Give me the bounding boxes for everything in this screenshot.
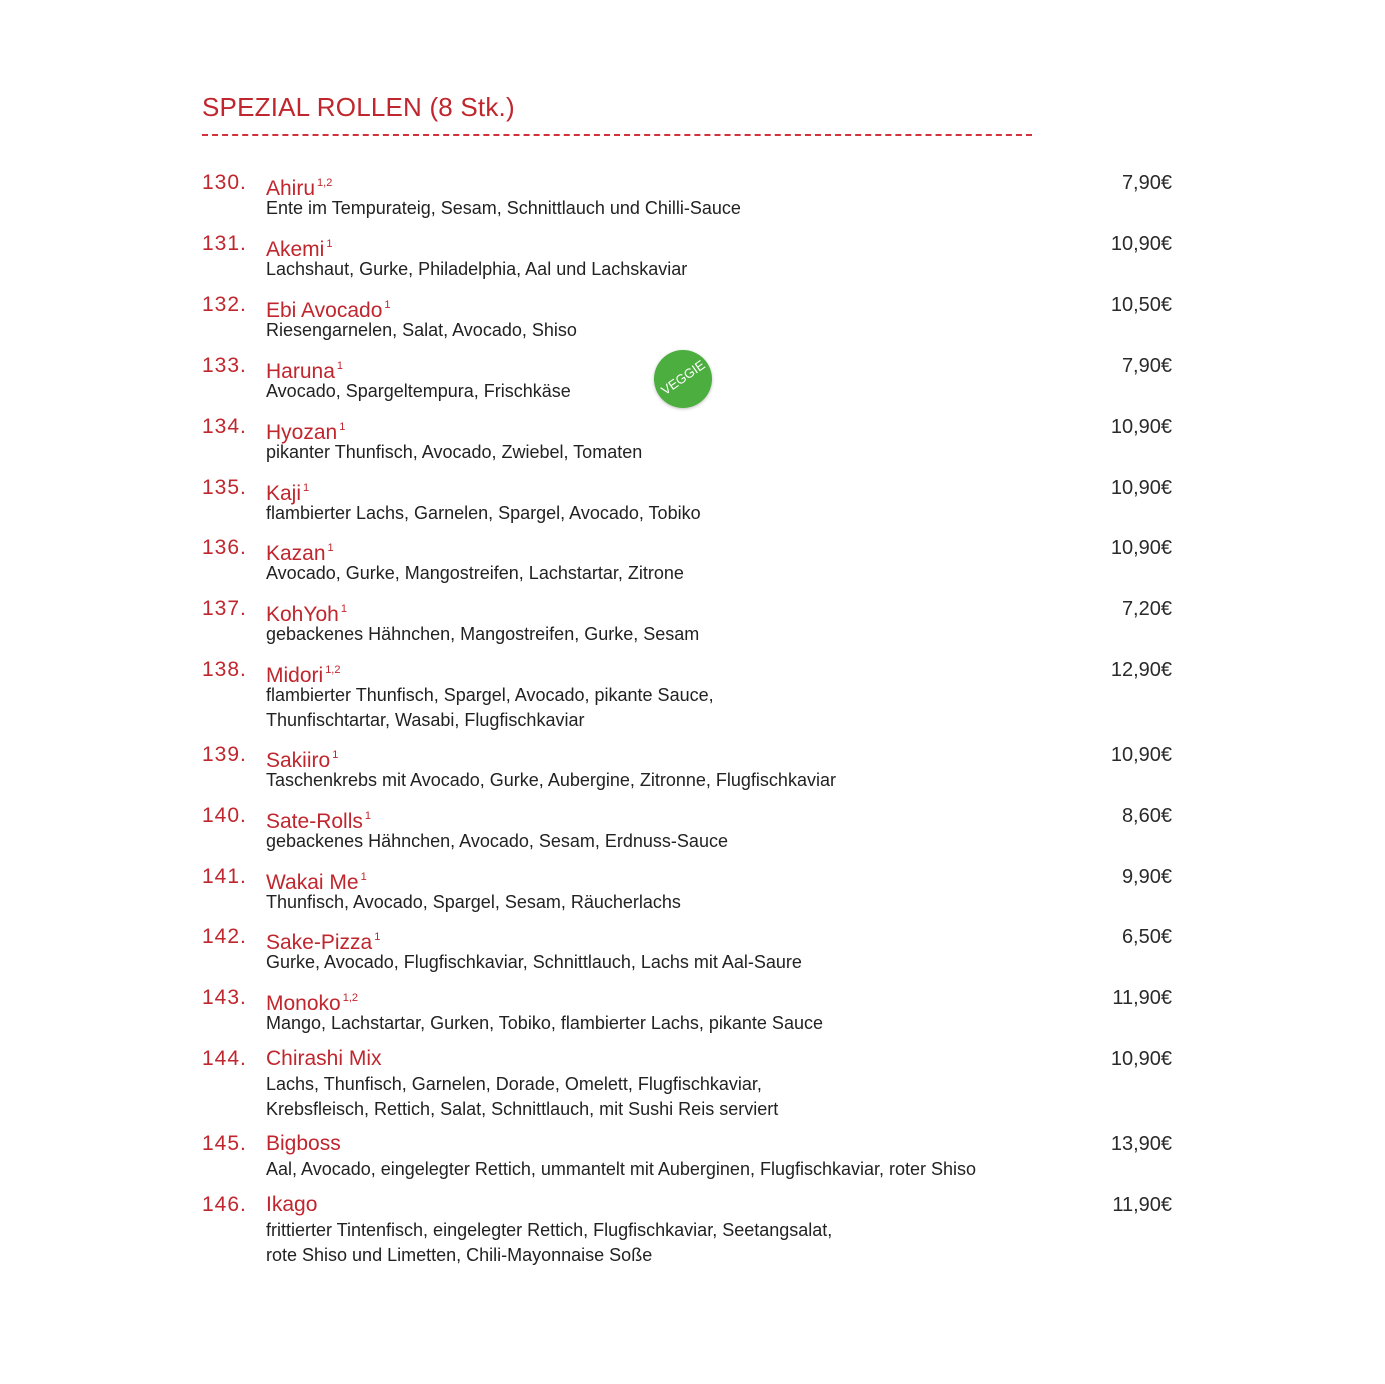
description-line: gebackenes Hähnchen, Mangostreifen, Gurke, Sesam [266,624,700,644]
description-line: Aal, Avocado, eingelegter Rettich, ummantelt mit Auberginen, Flugfischkaviar, roter Shiso [266,1159,977,1179]
description-line: Lachshaut, Gurke, Philadelphia, Aal und Lachskaviar [266,259,688,279]
item-name: Sakiiro [266,749,331,772]
item-number: 144. [202,1047,247,1070]
item-name: Midori [266,664,324,687]
item-description [266,440,1096,465]
item-name: Ahiru [266,177,316,200]
description-line: Riesengarnelen, Salat, Avocado, Shiso [266,320,577,340]
allergen-note: 1,2 [317,177,333,189]
item-price: 6,50€ [1121,926,1172,948]
item-price: 10,90€ [1110,1048,1172,1070]
item-price: 11,90€ [1112,987,1172,1009]
dashed-divider [202,134,1032,136]
description-line: flambierter Lachs, Garnelen, Spargel, Avocado, Tobiko [266,503,701,523]
item-price: 10,50€ [1110,294,1172,316]
item-description [266,561,1096,586]
item-price: 9,90€ [1121,866,1172,888]
item-number: 143. [202,986,247,1009]
item-name: Ikago [266,1193,318,1216]
item-description [266,768,1096,793]
item-description [266,501,1096,526]
item-price: 11,90€ [1112,1194,1172,1216]
item-name: Chirashi Mix [266,1047,382,1070]
item-name: Bigboss [266,1132,341,1155]
item-description [266,1157,1096,1182]
item-price: 10,90€ [1110,233,1172,255]
section-title: SPEZIAL ROLLEN (8 Stk.) [202,92,515,122]
item-name: Sate-Rolls [266,810,363,833]
item-description [266,622,1096,647]
item-description [266,1218,1096,1268]
item-number: 142. [202,925,247,948]
allergen-note: 1 [384,299,391,311]
description-line: Ente im Tempurateig, Sesam, Schnittlauch und Chilli-Sauce [266,198,741,218]
description-line: Gurke, Avocado, Flugfischkaviar, Schnittlauch, Lachs mit Aal-Saure [266,952,802,972]
item-number: 131. [202,232,247,255]
allergen-note: 1 [340,603,347,615]
description-line: Lachs, Thunfisch, Garnelen, Dorade, Omelett, Flugfischkaviar, [266,1074,762,1094]
item-price: 8,60€ [1121,805,1172,827]
description-line: flambierter Thunfisch, Spargel, Avocado, pikante Sauce, [266,685,714,705]
item-number: 139. [202,743,247,766]
description-line: Avocado, Gurke, Mangostreifen, Lachstartar, Zitrone [266,563,684,583]
item-name-line [266,1192,317,1218]
description-line: rote Shiso und Limetten, Chili-Mayonnaise Soße [266,1245,653,1265]
description-line: Avocado, Spargeltempura, Frischkäse [266,381,571,401]
item-description [266,1072,1096,1122]
item-name: Sake-Pizza [266,931,373,954]
veggie-badge-label: VEGGIE [658,357,708,398]
item-name: Haruna [266,360,335,383]
item-number: 130. [202,171,247,194]
item-description [266,890,1096,915]
item-name: Wakai Me [266,871,359,894]
allergen-note: 1,2 [342,992,359,1004]
item-description [266,196,1096,221]
item-number: 146. [202,1193,247,1216]
allergen-note: 1 [364,810,371,822]
item-number: 132. [202,293,247,316]
allergen-note: 1 [327,542,334,554]
item-number: 145. [202,1132,247,1155]
item-price: 10,90€ [1110,416,1172,438]
allergen-note: 1 [332,749,339,761]
description-line: pikanter Thunfisch, Avocado, Zwiebel, Tomaten [266,442,643,462]
item-number: 134. [202,415,247,438]
item-number: 135. [202,476,247,499]
allergen-note: 1 [326,238,333,250]
item-number: 137. [202,597,247,620]
item-price: 7,90€ [1121,355,1172,377]
item-price: 10,90€ [1110,537,1172,559]
allergen-note: 1 [336,360,344,372]
item-price: 10,90€ [1110,477,1172,499]
item-number: 136. [202,536,247,559]
item-price: 7,20€ [1121,598,1172,620]
item-description [266,318,1096,343]
item-description [266,1011,1096,1036]
item-name: Akemi [266,238,325,261]
item-number: 133. [202,354,247,377]
description-line: Krebsfleisch, Rettich, Salat, Schnittlauch, mit Sushi Reis serviert [266,1099,779,1119]
item-name: Kazan [266,542,326,565]
item-name-line [266,1046,382,1072]
item-name: Ebi Avocado [266,299,383,322]
item-price: 7,90€ [1121,172,1172,194]
description-line: frittierter Tintenfisch, eingelegter Rettich, Flugfischkaviar, Seetangsalat, [266,1220,833,1240]
allergen-note: 1 [374,931,381,943]
item-price: 10,90€ [1110,744,1172,766]
item-description [266,257,1096,282]
allergen-note: 1 [303,482,310,494]
item-number: 138. [202,658,247,681]
item-name: Monoko [266,992,341,1015]
item-name: Hyozan [266,421,338,444]
allergen-note: 1 [339,421,346,433]
item-number: 141. [202,865,247,888]
item-name-line [266,1131,341,1157]
allergen-note: 1,2 [325,664,341,676]
description-line: Taschenkrebs mit Avocado, Gurke, Aubergine, Zitronne, Flugfischkaviar [266,770,836,790]
description-line: Thunfisch, Avocado, Spargel, Sesam, Räucherlachs [266,892,681,912]
item-description [266,829,1096,854]
item-description [266,683,1096,733]
description-line: Thunfischtartar, Wasabi, Flugfischkaviar [266,710,585,730]
item-name: Kaji [266,482,302,505]
description-line: gebackenes Hähnchen, Avocado, Sesam, Erdnuss-Sauce [266,831,728,851]
veggie-badge-icon [654,350,712,408]
item-price: 13,90€ [1110,1133,1172,1155]
allergen-note: 1 [360,871,367,883]
item-number: 140. [202,804,247,827]
item-price: 12,90€ [1110,659,1172,681]
item-description [266,950,1096,975]
item-name: KohYoh [266,603,339,626]
description-line: Mango, Lachstartar, Gurken, Tobiko, flambierter Lachs, pikante Sauce [266,1013,823,1033]
